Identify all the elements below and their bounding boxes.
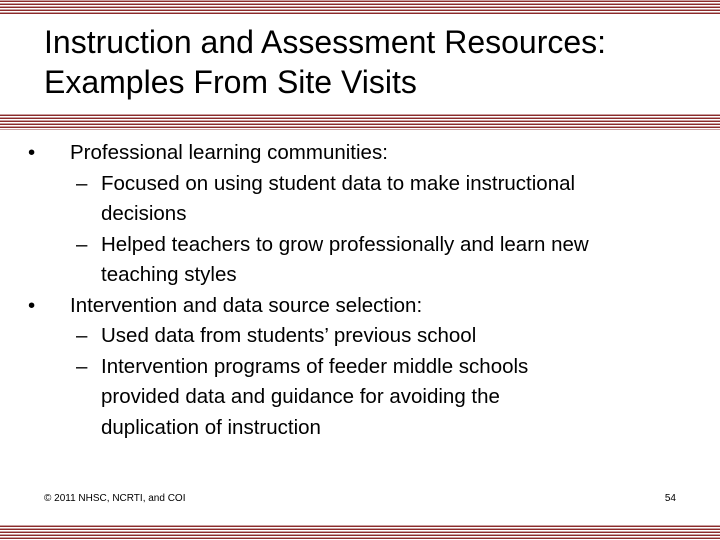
title-line-2: Examples From Site Visits	[44, 64, 417, 100]
subitem-text-line: Intervention programs of feeder middle schools	[101, 354, 529, 378]
top-stripe-band	[0, 0, 720, 15]
bullet-professional-learning	[0, 138, 720, 169]
title-divider-stripe	[0, 114, 720, 130]
page-number: 54	[664, 493, 676, 504]
subitem-text-line: Used data from students’ previous school	[101, 324, 477, 347]
subitem-text-line: provided data and guidance for avoiding the	[101, 385, 500, 408]
slide-title	[44, 22, 704, 102]
bullet-intervention-selection	[0, 291, 720, 322]
bullet-text: Professional learning communities:	[70, 141, 388, 164]
subitem-text-line: teaching styles	[101, 263, 237, 286]
subitem-text-line: Helped teachers to grow professionally and learn new	[101, 232, 589, 256]
subitem-helped-teachers	[0, 230, 720, 291]
subitem-text-line: decisions	[101, 202, 187, 225]
bottom-stripe-band	[0, 525, 720, 540]
title-line-1: Instruction and Assessment Resources:	[44, 24, 607, 60]
subitem-previous-school-data	[0, 321, 720, 352]
footer-copyright: © 2011 NHSC, NCRTI, and COI	[44, 493, 186, 504]
dash-marker: –	[76, 232, 88, 256]
subitem-focused-student-data	[0, 169, 720, 230]
subitem-feeder-middle-schools	[0, 352, 720, 444]
subitem-text-line: duplication of instruction	[101, 415, 321, 439]
slide-content	[0, 138, 720, 443]
bullet-marker: •	[28, 141, 36, 164]
dash-marker: –	[76, 171, 88, 195]
bullet-marker: •	[28, 293, 36, 317]
bullet-text: Intervention and data source selection:	[70, 293, 423, 317]
subitem-text-line: Focused on using student data to make instructional	[101, 171, 576, 195]
dash-marker: –	[76, 354, 88, 378]
dash-marker: –	[76, 324, 88, 347]
